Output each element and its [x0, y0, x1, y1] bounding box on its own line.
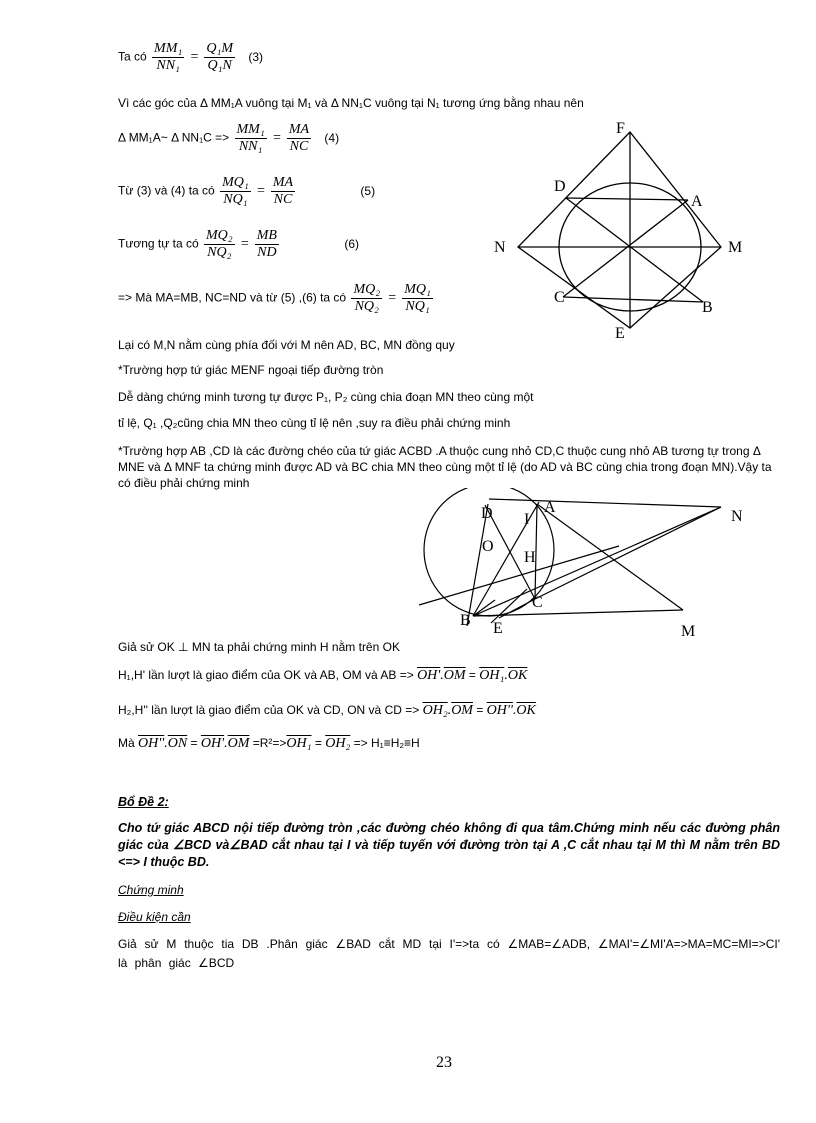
vector-line-2: [118, 703, 536, 719]
label-A: A: [544, 499, 556, 516]
fraction: [204, 228, 235, 261]
num: MM₁: [236, 122, 265, 137]
vector: OH'': [138, 736, 165, 751]
eq: =: [476, 703, 484, 717]
eq-line-4: [118, 122, 339, 155]
proof-heading: Chứng minh: [118, 883, 184, 897]
vector: OH₂: [422, 703, 448, 718]
vector-line-1: [118, 668, 527, 684]
segment-CN: [535, 507, 721, 599]
den: NC: [289, 139, 309, 154]
label-F: F: [616, 120, 625, 137]
tag: (3): [248, 49, 264, 64]
text-line: tỉ lệ, Q₁ ,Q₂cũng chia MN theo cùng tỉ lệ nên ,suy ra điều phải chứng minh: [118, 416, 511, 430]
eq: =: [387, 290, 397, 306]
vector-line-3: [118, 736, 420, 752]
label-N: N: [731, 508, 743, 525]
text: Tương tự ta có: [118, 236, 199, 251]
num: MM₁: [154, 41, 183, 56]
eq: =: [314, 736, 322, 750]
text: =R²=>: [252, 736, 287, 750]
text: H₁,H' lần lượt là giao điểm của OK và AB, OM và AB =>: [118, 668, 414, 682]
geometry-figure-2: [405, 488, 765, 648]
den: NQ₂: [354, 299, 379, 314]
label-B: B: [702, 299, 713, 316]
tag: (4): [324, 130, 340, 145]
vector: $\overline{OM}$: [443, 668, 466, 683]
paragraph: *Trường hợp AB ,CD là các đường chéo của tứ giác ACBD .A thuộc cung nhỏ CD,C thuộc cung nhỏ AB tương tự trong Δ MNE và Δ MNF ta chứng minh được AD và BC chia MN theo cùng một tỉ lệ (do AD và BC cùng chia trong đoạn MN).Vậy ta có điều phải chứng minh: [118, 444, 772, 490]
fraction: [220, 175, 251, 208]
eq: =: [189, 49, 200, 65]
text: => Mà MA=MB, NC=ND và từ (5) ,(6) ta có: [118, 290, 347, 305]
dot: .: [504, 668, 508, 683]
vector: $\overline{OK}$: [516, 703, 536, 718]
label-H: H: [524, 549, 536, 566]
vector: OH₁: [479, 668, 505, 683]
num: MA: [288, 122, 310, 137]
text-line: Lại có M,N nằm cùng phía đối với M nên AD, BC, MN đồng quy: [118, 338, 455, 352]
vector: $\overline{ON}$: [167, 736, 188, 751]
fraction: [402, 282, 433, 315]
eq: =: [256, 183, 266, 199]
label-E: E: [493, 620, 503, 637]
eq: =: [190, 736, 198, 750]
dot: .: [512, 703, 517, 718]
label-C: C: [554, 289, 565, 306]
vector: $\overline{OM}$: [227, 736, 250, 751]
vector: OH₁: [286, 736, 312, 751]
label-B: B: [460, 612, 471, 629]
num: Q₁M: [206, 41, 234, 56]
den: NQ₁: [223, 192, 248, 207]
line-AN: [489, 499, 721, 507]
line-BN: [473, 507, 721, 616]
fraction: [235, 122, 267, 155]
dot: .: [164, 736, 168, 751]
den: NC: [273, 192, 293, 207]
den: NQ₁: [405, 299, 430, 314]
text: Mà: [118, 736, 135, 750]
vector: OH': [200, 736, 225, 751]
label-M: M: [728, 239, 743, 256]
den: NQ₂: [207, 245, 232, 260]
text: Ta có: [118, 49, 147, 64]
fraction: [351, 282, 382, 315]
condition-heading: Điều kiện cần: [118, 910, 191, 924]
text-line: Dễ dàng chứng minh tương tự được P₁, P₂ cùng chia đoạn MN theo cùng một: [118, 390, 534, 404]
num: MQ₁: [404, 282, 431, 297]
text: => H₁≡H₂≡H: [353, 736, 420, 750]
text: Δ MM₁A~ Δ NN₁C =>: [118, 130, 230, 145]
theorem-statement: Cho tứ giác ABCD nội tiếp đường tròn ,các đường chéo không đi qua tâm.Chứng minh nếu các đường phân giác của ∠BCD và∠BAD cắt nhau tại I và tiếp tuyến với đường tròn tại A ,C cắt nhau tại M thì M nằm trên BD <=> I thuộc BD.: [118, 821, 780, 869]
label-A: A: [691, 193, 703, 210]
label-C: C: [532, 594, 543, 611]
num: MQ₂: [205, 228, 233, 243]
segment-DA: [566, 198, 688, 200]
fraction: [255, 228, 279, 261]
tag: (5): [360, 183, 376, 198]
segment-CB: [563, 297, 703, 302]
dot: .: [224, 736, 228, 751]
vector: OH': [417, 668, 441, 683]
text: H₂,H'' lần lượt là giao điểm của OK và CD, ON và CD =>: [118, 703, 420, 717]
fraction: [152, 41, 184, 74]
line-DB: [566, 198, 703, 302]
label-M: M: [681, 623, 696, 640]
eq: =: [468, 668, 476, 682]
eq: =: [239, 236, 250, 252]
label-E: E: [615, 325, 625, 342]
page-number: 23: [436, 1054, 452, 1071]
vector: $\overline{OK}$: [507, 668, 528, 683]
line-AM: [537, 504, 683, 610]
dot: .: [440, 668, 444, 683]
section-heading: Bổ Đề 2:: [118, 795, 169, 809]
vector: OH₂: [325, 736, 351, 751]
fraction: [204, 41, 235, 74]
eq: =: [272, 130, 282, 146]
den: ND: [257, 245, 277, 260]
label-D: D: [481, 505, 493, 522]
num: MB: [256, 228, 277, 243]
den: NN₁: [156, 58, 180, 73]
num: MQ₂: [353, 282, 381, 297]
eq-line-3: [118, 41, 263, 74]
tag: (6): [344, 236, 359, 251]
geometry-figure-1: [488, 116, 748, 344]
num: MA: [272, 175, 294, 190]
vector: OH'': [486, 703, 513, 718]
eq-line-5: [118, 175, 375, 208]
line-AC: [563, 200, 688, 297]
eq-line-6: [118, 228, 359, 261]
text-line: *Trường hợp tứ giác MENF ngoại tiếp đường tròn: [118, 363, 384, 377]
num: MQ₁: [222, 175, 249, 190]
den: NN₁: [238, 139, 263, 154]
eq-line-7: [118, 282, 435, 315]
text-line: Vì các góc của Δ MM₁A vuông tại M₁ và Δ NN₁C vuông tại N₁ tương ứng bằng nhau nên: [118, 96, 584, 110]
label-D: D: [554, 178, 566, 195]
fraction: [287, 122, 311, 155]
fraction: [271, 175, 295, 208]
den: Q₁N: [207, 58, 232, 73]
vector: $\overline{OM}$: [451, 703, 473, 718]
text-line: Giả sử OK ⊥ MN ta phải chứng minh H nằm trên OK: [118, 640, 400, 654]
text: Từ (3) và (4) ta có: [118, 183, 215, 198]
dot: .: [447, 703, 452, 718]
label-O: O: [482, 538, 494, 555]
paragraph: Giả sử M thuộc tia DB .Phân giác ∠BAD cắt MD tại I'=>ta có ∠MAB=∠ADB, ∠MAI'=∠MI'A=>MA=MC=MI=>CI' là phân giác ∠BCD: [118, 937, 780, 970]
label-N: N: [494, 239, 506, 256]
label-I: I: [524, 511, 530, 528]
